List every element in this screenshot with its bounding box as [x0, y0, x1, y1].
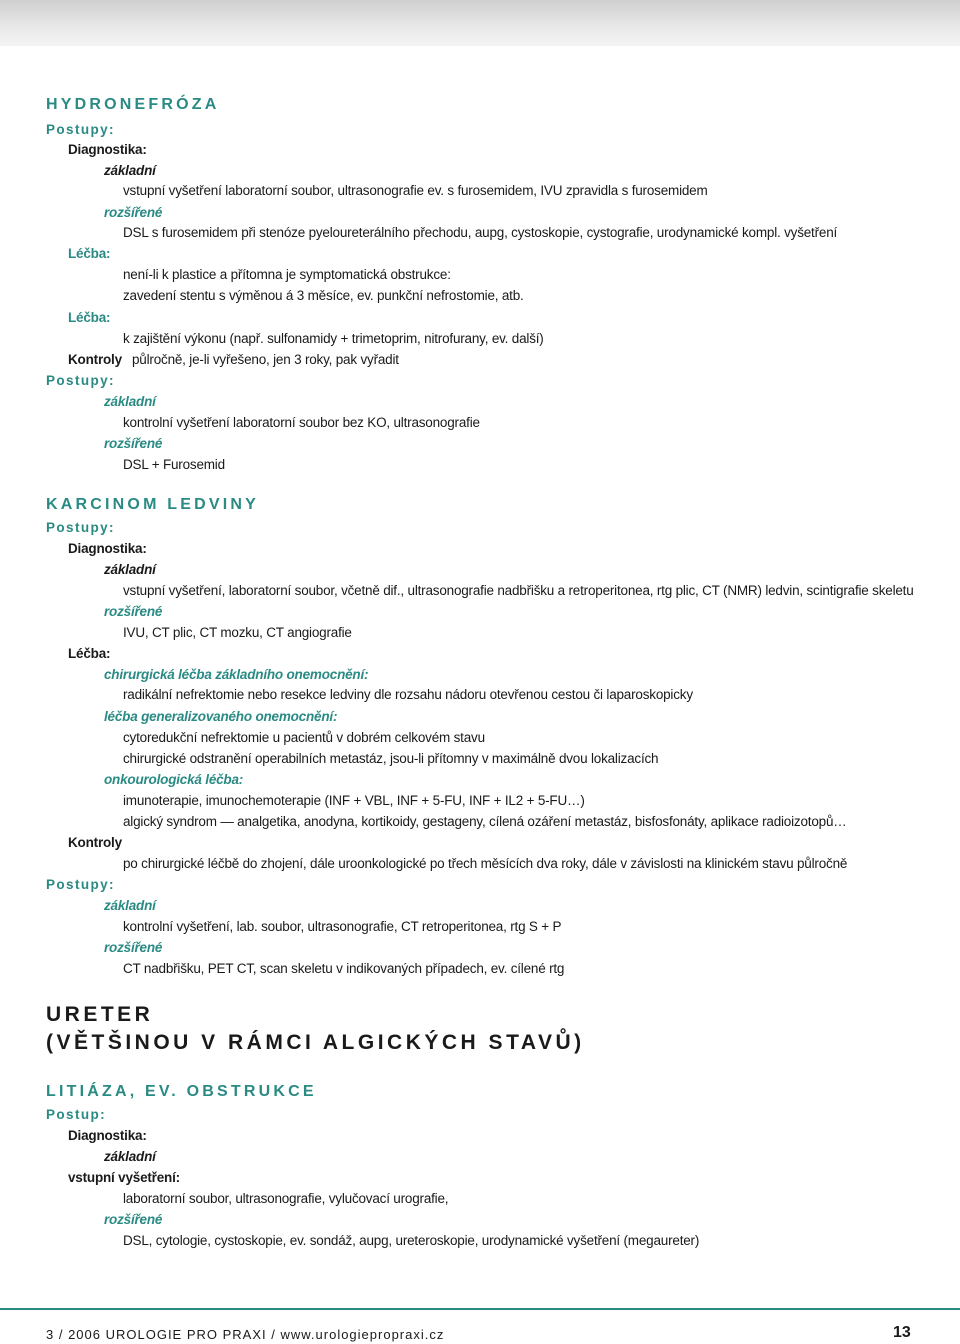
text-line: CT nadbřišku, PET CT, scan skeletu v indikovaných případech, ev. cílené rtg — [123, 961, 565, 976]
section-heading: (VĚTŠINOU V RÁMCI ALGICKÝCH STAVŮ) — [46, 1031, 585, 1054]
section-heading: URETER — [46, 1003, 154, 1026]
label: Kontroly — [68, 835, 122, 850]
text-line: půlročně, je-li vyřešeno, jen 3 roky, pak vyřadit — [132, 352, 399, 367]
label: Léčba: — [68, 310, 111, 325]
label: rozšířené — [104, 604, 163, 619]
label: Léčba: — [68, 646, 111, 661]
text-line: kontrolní vyšetření, lab. soubor, ultrasonografie, CT retroperitonea, rtg S + P — [123, 919, 562, 934]
text-line: vstupní vyšetření laboratorní soubor, ultrasonografie ev. s furosemidem, IVU zpravidla s furosemidem — [123, 183, 708, 198]
section-heading: KARCINOM LEDVINY — [46, 496, 259, 513]
label: základní — [104, 562, 156, 577]
section-heading: HYDRONEFRÓZA — [46, 96, 220, 113]
text-line: laboratorní soubor, ultrasonografie, vylučovací urografie, — [123, 1191, 449, 1206]
text-line: imunoterapie, imunochemoterapie (INF + VBL, INF + 5-FU, INF + IL2 + 5-FU…) — [123, 793, 585, 808]
section-heading: LITIÁZA, EV. OBSTRUKCE — [46, 1083, 317, 1100]
label: Léčba: — [68, 246, 111, 261]
text-line: DSL, cytologie, cystoskopie, ev. sondáž, aupg, ureteroskopie, urodynamické vyšetření (megaureter) — [123, 1233, 700, 1248]
text-line: DSL + Furosemid — [123, 457, 225, 472]
text-line: k zajištění výkonu (např. sulfonamidy + trimetoprim, nitrofurany, ev. další) — [123, 331, 544, 346]
text-line: vstupní vyšetření, laboratorní soubor, včetně dif., ultrasonografie nadbřišku a retroperitonea, rtg plic, CT (NMR) ledvin, scintigrafie skeletu — [123, 583, 914, 598]
top-header-band — [0, 0, 960, 46]
subheading: Postupy: — [46, 373, 115, 388]
text-line: kontrolní vyšetření laboratorní soubor bez KO, ultrasonografie — [123, 415, 480, 430]
label: Diagnostika: — [68, 142, 147, 157]
subheading: Postupy: — [46, 122, 115, 137]
label: základní — [104, 898, 156, 913]
text-line: algický syndrom — analgetika, anodyna, kortikoidy, gestageny, cílená ozáření metastáz, bisfosfonáty, aplikace radioizotopů… — [123, 814, 847, 829]
label: Diagnostika: — [68, 541, 147, 556]
label: základní — [104, 163, 156, 178]
subheading: Postup: — [46, 1107, 107, 1122]
label: chirurgická léčba základního onemocnění: — [104, 667, 369, 682]
label: Kontroly — [68, 352, 122, 367]
label: základní — [104, 394, 156, 409]
label: rozšířené — [104, 940, 163, 955]
footer-journal-info: 3 / 2006 UROLOGIE PRO PRAXI / www.urologiepropraxi.cz — [46, 1327, 445, 1342]
label: léčba generalizovaného onemocnění: — [104, 709, 338, 724]
subheading: Postupy: — [46, 877, 115, 892]
text-line: cytoredukční nefrektomie u pacientů v dobrém celkovém stavu — [123, 730, 485, 745]
label: onkourologická léčba: — [104, 772, 244, 787]
page-number: 13 — [893, 1324, 911, 1341]
label: vstupní vyšetření: — [68, 1170, 180, 1185]
label: Diagnostika: — [68, 1128, 147, 1143]
text-line: IVU, CT plic, CT mozku, CT angiografie — [123, 625, 352, 640]
text-line: po chirurgické léčbě do zhojení, dále uroonkologické po třech měsících dva roky, dále v závislosti na klinickém stavu půlročně — [123, 856, 848, 871]
label: rozšířené — [104, 205, 163, 220]
text-line: zavedení stentu s výměnou á 3 měsíce, ev. punkční nefrostomie, atb. — [123, 288, 524, 303]
text-line: DSL s furosemidem při stenóze pyeloureterálního přechodu, aupg, cystoskopie, cystografie, urodynamické kompl. vyšetření — [123, 225, 838, 240]
label: základní — [104, 1149, 156, 1164]
footer-rule — [0, 1308, 960, 1310]
text-line: chirurgické odstranění operabilních metastáz, jsou-li přítomny v maximálně dvou lokalizacích — [123, 751, 659, 766]
subheading: Postupy: — [46, 520, 115, 535]
text-line: není-li k plastice a přítomna je symptomatická obstrukce: — [123, 267, 451, 282]
label: rozšířené — [104, 1212, 163, 1227]
text-line: radikální nefrektomie nebo resekce ledviny dle rozsahu nádoru otevřenou cestou či laparoskopicky — [123, 687, 693, 702]
label: rozšířené — [104, 436, 163, 451]
